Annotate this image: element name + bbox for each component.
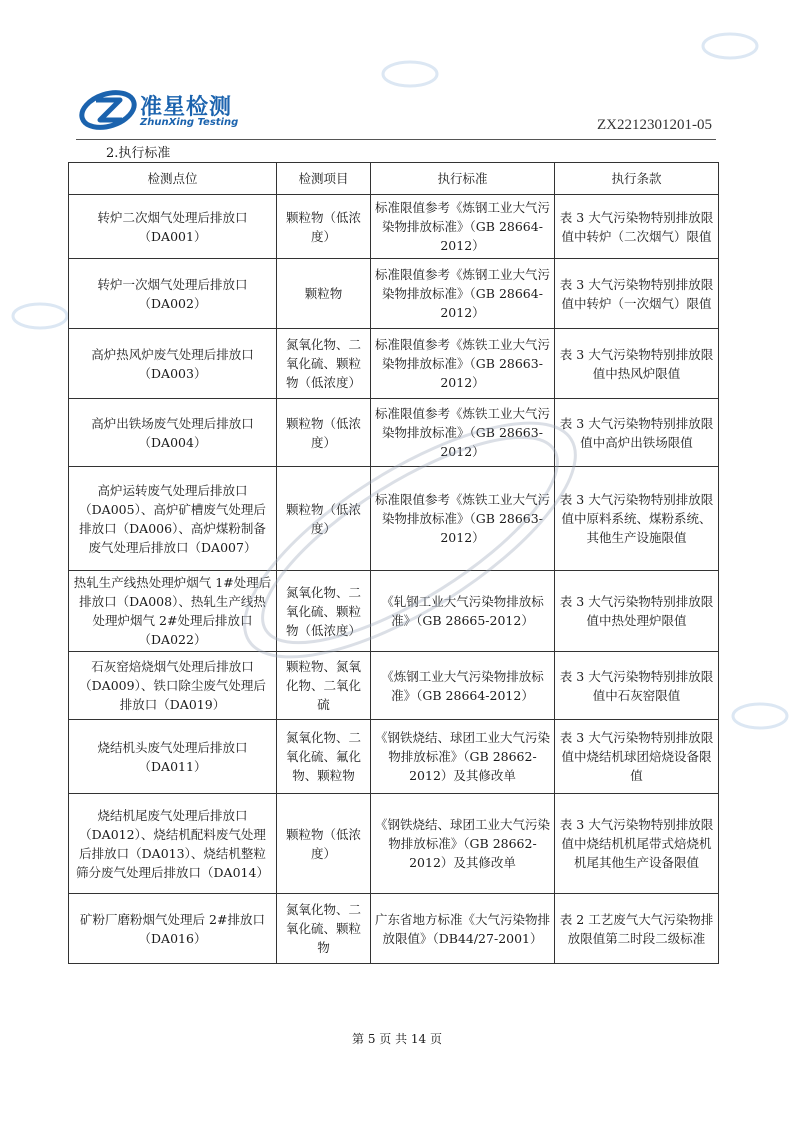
column-header: 检测项目 (277, 163, 371, 195)
watermark-logo-icon (10, 300, 70, 332)
table-row (69, 571, 719, 652)
table-cell: 表 3 大气污染物特别排放限值中石灰窑限值 (555, 652, 719, 720)
table-cell: 标准限值参考《炼铁工业大气污染物排放标准》（GB 28663-2012） (371, 329, 555, 399)
table-cell: 标准限值参考《炼铁工业大气污染物排放标准》（GB 28663-2012） (371, 467, 555, 571)
table-cell: 转炉一次烟气处理后排放口（DA002） (69, 259, 277, 329)
table-row (69, 259, 719, 329)
table-cell: 高炉运转废气处理后排放口（DA005）、高炉矿槽废气处理后排放口（DA006）、高炉煤粉制备废气处理后排放口（DA007） (69, 467, 277, 571)
table-cell: 标准限值参考《炼铁工业大气污染物排放标准》（GB 28663-2012） (371, 399, 555, 467)
table-cell: 矿粉厂磨粉烟气处理后 2#排放口（DA016） (69, 894, 277, 964)
column-header: 检测点位 (69, 163, 277, 195)
table-cell: 标准限值参考《炼钢工业大气污染物排放标准》（GB 28664-2012） (371, 259, 555, 329)
table-cell: 高炉出铁场废气处理后排放口（DA004） (69, 399, 277, 467)
table-header-row (69, 163, 719, 195)
standards-table (68, 162, 719, 964)
table-cell: 石灰窑焙烧烟气处理后排放口（DA009）、铁口除尘废气处理后排放口（DA019） (69, 652, 277, 720)
table-cell: 高炉热风炉废气处理后排放口（DA003） (69, 329, 277, 399)
table-row (69, 652, 719, 720)
table-cell: 标准限值参考《炼钢工业大气污染物排放标准》（GB 28664-2012） (371, 195, 555, 259)
zhunxing-logo-icon (78, 86, 138, 134)
table-cell: 表 3 大气污染物特别排放限值中转炉（二次烟气）限值 (555, 195, 719, 259)
table-cell: 颗粒物、氮氧化物、二氧化硫 (277, 652, 371, 720)
column-header: 执行标准 (371, 163, 555, 195)
table-cell: 表 3 大气污染物特别排放限值中烧结机球团焙烧设备限值 (555, 720, 719, 794)
table-row (69, 894, 719, 964)
table-cell: 氮氧化物、二氧化硫、氟化物、颗粒物 (277, 720, 371, 794)
table-row (69, 195, 719, 259)
table-cell: 烧结机尾废气处理后排放口（DA012）、烧结机配料废气处理后排放口（DA013）、烧结机整粒筛分废气处理后排放口（DA014） (69, 794, 277, 894)
table-cell: 颗粒物（低浓度） (277, 794, 371, 894)
table-row (69, 467, 719, 571)
table-cell: 表 3 大气污染物特别排放限值中热风炉限值 (555, 329, 719, 399)
table-cell: 热轧生产线热处理炉烟气 1#处理后排放口（DA008）、热轧生产线热处理炉烟气 2#处理后排放口（DA022） (69, 571, 277, 652)
table-cell: 《轧钢工业大气污染物排放标准》（GB 28665-2012） (371, 571, 555, 652)
table-cell: 氮氧化物、二氧化硫、颗粒物（低浓度） (277, 329, 371, 399)
table-cell: 表 3 大气污染物特别排放限值中转炉（一次烟气）限值 (555, 259, 719, 329)
table-cell: 转炉二次烟气处理后排放口（DA001） (69, 195, 277, 259)
table-row (69, 399, 719, 467)
table-cell: 颗粒物 (277, 259, 371, 329)
table-cell: 颗粒物（低浓度） (277, 399, 371, 467)
section-title: 2.执行标准 (106, 146, 171, 161)
table-cell: 表 2 工艺废气大气污染物排放限值第二时段二级标准 (555, 894, 719, 964)
column-header: 执行条款 (555, 163, 719, 195)
table-cell: 表 3 大气污染物特别排放限值中热处理炉限值 (555, 571, 719, 652)
table-cell: 《炼钢工业大气污染物排放标准》（GB 28664-2012） (371, 652, 555, 720)
logo-chinese-name: 准星检测 (140, 95, 233, 120)
table-cell: 广东省地方标准《大气污染物排放限值》（DB44/27-2001） (371, 894, 555, 964)
table-cell: 表 3 大气污染物特别排放限值中烧结机机尾带式焙烧机机尾其他生产设备限值 (555, 794, 719, 894)
logo-english-name: ZhunXing Testing (140, 117, 239, 128)
header-divider (76, 139, 716, 140)
table-cell: 颗粒物（低浓度） (277, 467, 371, 571)
table-cell: 表 3 大气污染物特别排放限值中高炉出铁场限值 (555, 399, 719, 467)
table-cell: 氮氧化物、二氧化硫、颗粒物（低浓度） (277, 571, 371, 652)
table-cell: 颗粒物（低浓度） (277, 195, 371, 259)
watermark-logo-icon (380, 58, 440, 90)
table-cell: 《钢铁烧结、球团工业大气污染物排放标准》（GB 28662-2012）及其修改单 (371, 794, 555, 894)
table-row (69, 794, 719, 894)
watermark-logo-icon (700, 30, 760, 62)
table-row (69, 329, 719, 399)
page-footer: 第 5 页 共 14 页 (352, 1032, 442, 1046)
watermark-logo-icon (730, 700, 790, 732)
report-number: ZX2212301201-05 (597, 117, 712, 133)
table-cell: 氮氧化物、二氧化硫、颗粒物 (277, 894, 371, 964)
table-cell: 表 3 大气污染物特别排放限值中原料系统、煤粉系统、其他生产设施限值 (555, 467, 719, 571)
table-row (69, 720, 719, 794)
table-cell: 《钢铁烧结、球团工业大气污染物排放标准》（GB 28662-2012）及其修改单 (371, 720, 555, 794)
company-logo (78, 86, 248, 134)
table-cell: 烧结机头废气处理后排放口（DA011） (69, 720, 277, 794)
